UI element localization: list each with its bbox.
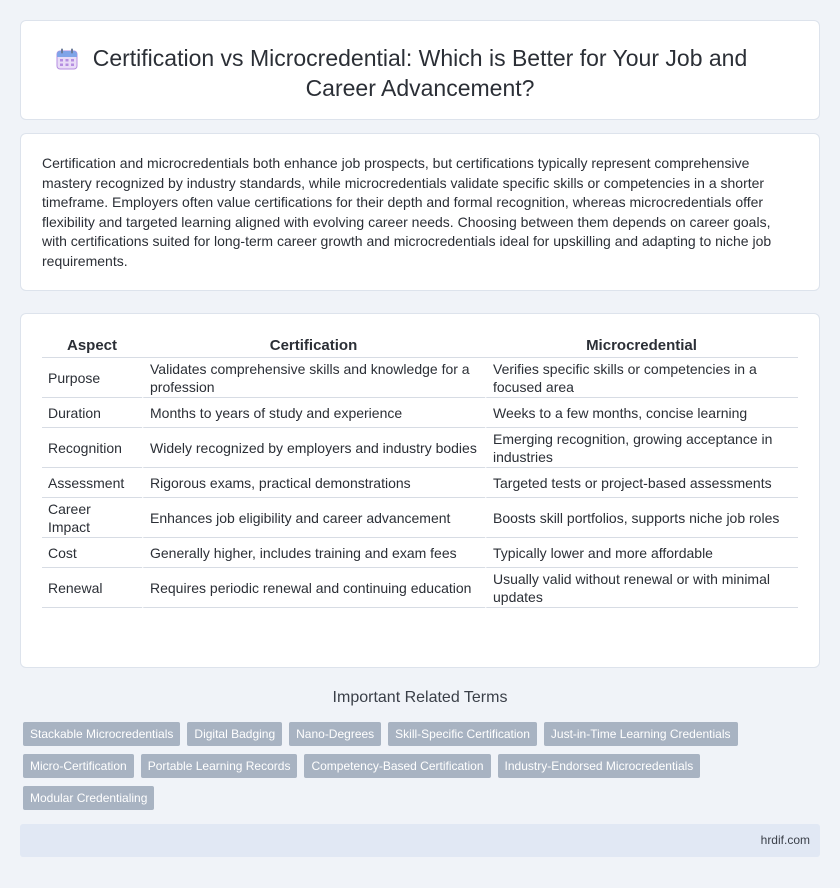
row-aspect: Renewal [42,568,142,608]
table-row [42,498,798,538]
tag-item[interactable]: Industry-Endorsed Microcredentials [498,754,701,778]
table-row [42,358,798,398]
table-header-row [42,336,798,358]
title-card [20,20,820,120]
row-microcredential: Usually valid without renewal or with minimal updates [485,568,798,608]
tag-item[interactable]: Nano-Degrees [289,722,381,746]
table-row [42,428,798,468]
tag-item[interactable]: Modular Credentialing [23,786,154,810]
header-microcredential: Microcredential [485,336,798,358]
row-aspect: Purpose [42,358,142,398]
tag-item[interactable]: Digital Badging [187,722,282,746]
header-certification: Certification [142,336,485,358]
tag-item[interactable]: Portable Learning Records [141,754,298,778]
table-row [42,468,798,498]
tag-item[interactable]: Skill-Specific Certification [388,722,537,746]
row-certification: Validates comprehensive skills and knowledge for a profession [142,358,485,398]
related-terms-tags [23,722,803,810]
footer-site-link[interactable]: hrdif.com [760,833,810,847]
row-aspect: Cost [42,538,142,568]
row-microcredential: Targeted tests or project-based assessments [485,468,798,498]
row-certification: Widely recognized by employers and industry bodies [142,428,485,468]
tag-item[interactable]: Stackable Microcredentials [23,722,180,746]
table-row [42,398,798,428]
tag-item[interactable]: Micro-Certification [23,754,134,778]
table-row [42,538,798,568]
comparison-table [42,336,798,608]
row-aspect: Recognition [42,428,142,468]
table-row [42,568,798,608]
row-microcredential: Typically lower and more affordable [485,538,798,568]
row-aspect: Duration [42,398,142,428]
tag-item[interactable]: Just-in-Time Learning Credentials [544,722,738,746]
footer [20,824,820,857]
page-title: Certification vs Microcredential: Which is Better for Your Job and Career Advancement? [92,45,748,101]
row-certification: Requires periodic renewal and continuing education [142,568,485,608]
summary-card [20,133,820,291]
tag-item[interactable]: Competency-Based Certification [304,754,490,778]
row-microcredential: Emerging recognition, growing acceptance in industries [485,428,798,468]
row-aspect: Assessment [42,468,142,498]
row-certification: Rigorous exams, practical demonstrations [142,468,485,498]
related-terms-title: Important Related Terms [332,689,508,706]
summary-text: Certification and microcredentials both enhance job prospects, but certifications typically represent comprehensive mastery recognized by industry standards, while microcredentials validate specific skills or competencies in a shorter timeframe. Employers often value certifications for their depth and formal recognition, whereas microcredentials offer flexibility and targeted learning aligned with evolving career needs. Choosing between them depends on career goals, with certifications suited for long-term career growth and microcredentials ideal for upskilling and adapting to niche job requirements. [42,155,772,269]
row-certification: Enhances job eligibility and career advancement [142,498,485,538]
comparison-table-card [20,313,820,668]
row-microcredential: Verifies specific skills or competencies in a focused area [485,358,798,398]
row-aspect: Career Impact [42,498,142,538]
row-microcredential: Boosts skill portfolios, supports niche job roles [485,498,798,538]
header-aspect: Aspect [42,336,142,358]
row-microcredential: Weeks to a few months, concise learning [485,398,798,428]
row-certification: Generally higher, includes training and exam fees [142,538,485,568]
row-certification: Months to years of study and experience [142,398,485,428]
